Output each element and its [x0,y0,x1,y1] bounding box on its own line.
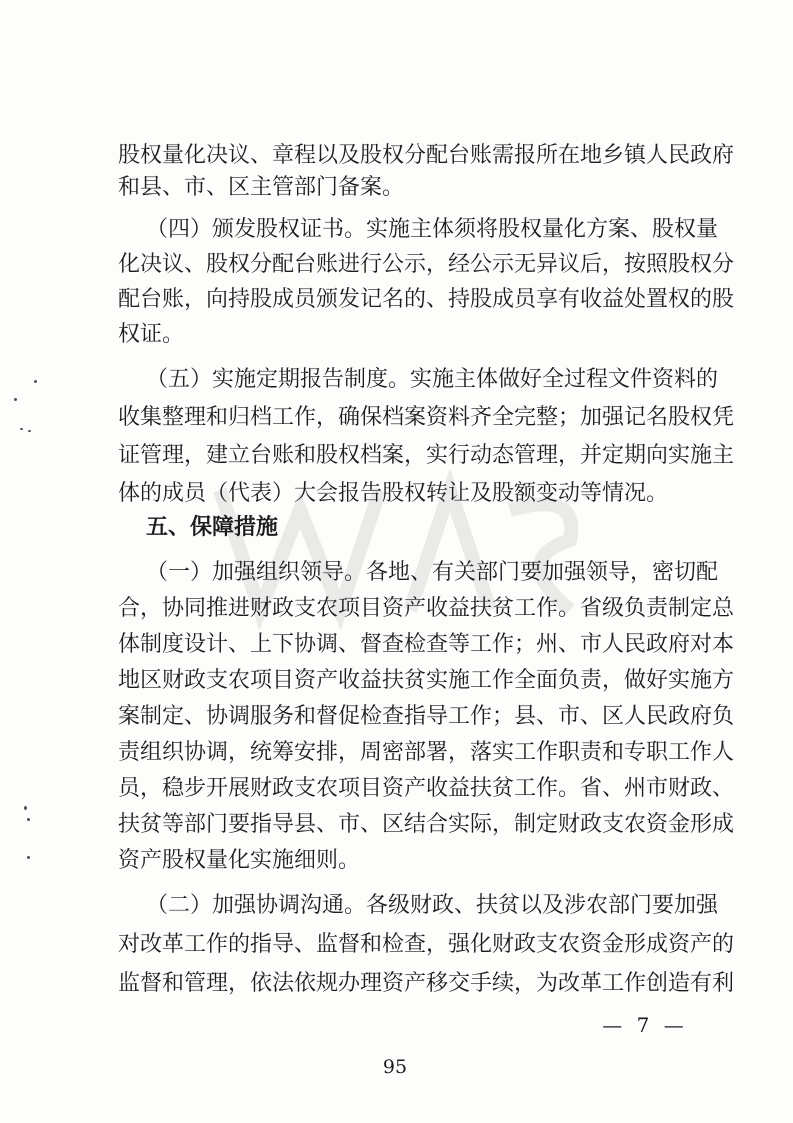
page-footer-number: — 7 — [602,1013,688,1037]
paragraph-line: 案制定、协调服务和督促检查指导工作；县、市、区人民政府负 [118,704,735,729]
paragraph-line: 配台账，向持股成员颁发记名的、持股成员享有收益处置权的股 [118,287,735,312]
paragraph-line: 体制度设计、上下协调、督查检查等工作；州、市人民政府对本 [118,632,735,657]
paragraph-line: （四）颁发股权证书。实施主体须将股权量化方案、股权量 [146,217,719,242]
paragraph-line: 证管理，建立台账和股权档案，实行动态管理，并定期向实施主 [118,443,735,468]
paragraph-line: 员，稳步开展财政支农项目资产收益扶贫工作。省、州市财政、 [118,776,735,801]
paragraph-line: 股权量化决议、章程以及股权分配台账需报所在地乡镇人民政府 [118,143,735,168]
paragraph-line: 和县、市、区主管部门备案。 [118,175,405,200]
scan-speck [14,398,17,401]
scan-speck [27,856,30,859]
scan-speck [20,428,23,430]
paragraph-line: 收集整理和归档工作，确保档案资料齐全完整；加强记名股权凭 [118,405,735,430]
paragraph-line: （二）加强协调沟通。各级财政、扶贫以及涉农部门要加强 [146,893,719,918]
paragraph-line: 权证。 [118,322,185,347]
paragraph-line: 监督和管理，依法依规办理资产移交手续，为改革工作创造有利 [118,971,735,996]
paragraph-line: 化决议、股权分配台账进行公示，经公示无异议后，按照股权分 [118,252,735,277]
scan-speck [28,430,31,432]
scan-page-number: 95 [382,1056,408,1078]
paragraph-line: （一）加强组织领导。各地、有关部门要加强领导，密切配 [146,560,719,585]
scan-speck [27,818,30,821]
paragraph-line: 扶贫等部门要指导县、市、区结合实际，制定财政支农资金形成 [118,812,735,837]
scan-speck [34,380,37,383]
paragraph-line: 地区财政支农项目资产收益扶贫实施工作全面负责，做好实施方 [118,668,735,693]
section-heading: 五、保障措施 [146,515,279,540]
scan-speck [24,806,27,810]
paragraph-line: 对改革工作的指导、监督和检查，强化财政支农资金形成资产的 [118,932,735,957]
paragraph-line: 资产股权量化实施细则。 [118,848,361,873]
paragraph-line: （五）实施定期报告制度。实施主体做好全过程文件资料的 [146,367,719,392]
paragraph-line: 合，协同推进财政支农项目资产收益扶贫工作。省级负责制定总 [118,596,735,621]
paragraph-line: 责组织协调，统筹安排，周密部署，落实工作职责和专职工作人 [118,740,735,765]
paragraph-line: 体的成员（代表）大会报告股权转让及股额变动等情况。 [118,481,669,506]
